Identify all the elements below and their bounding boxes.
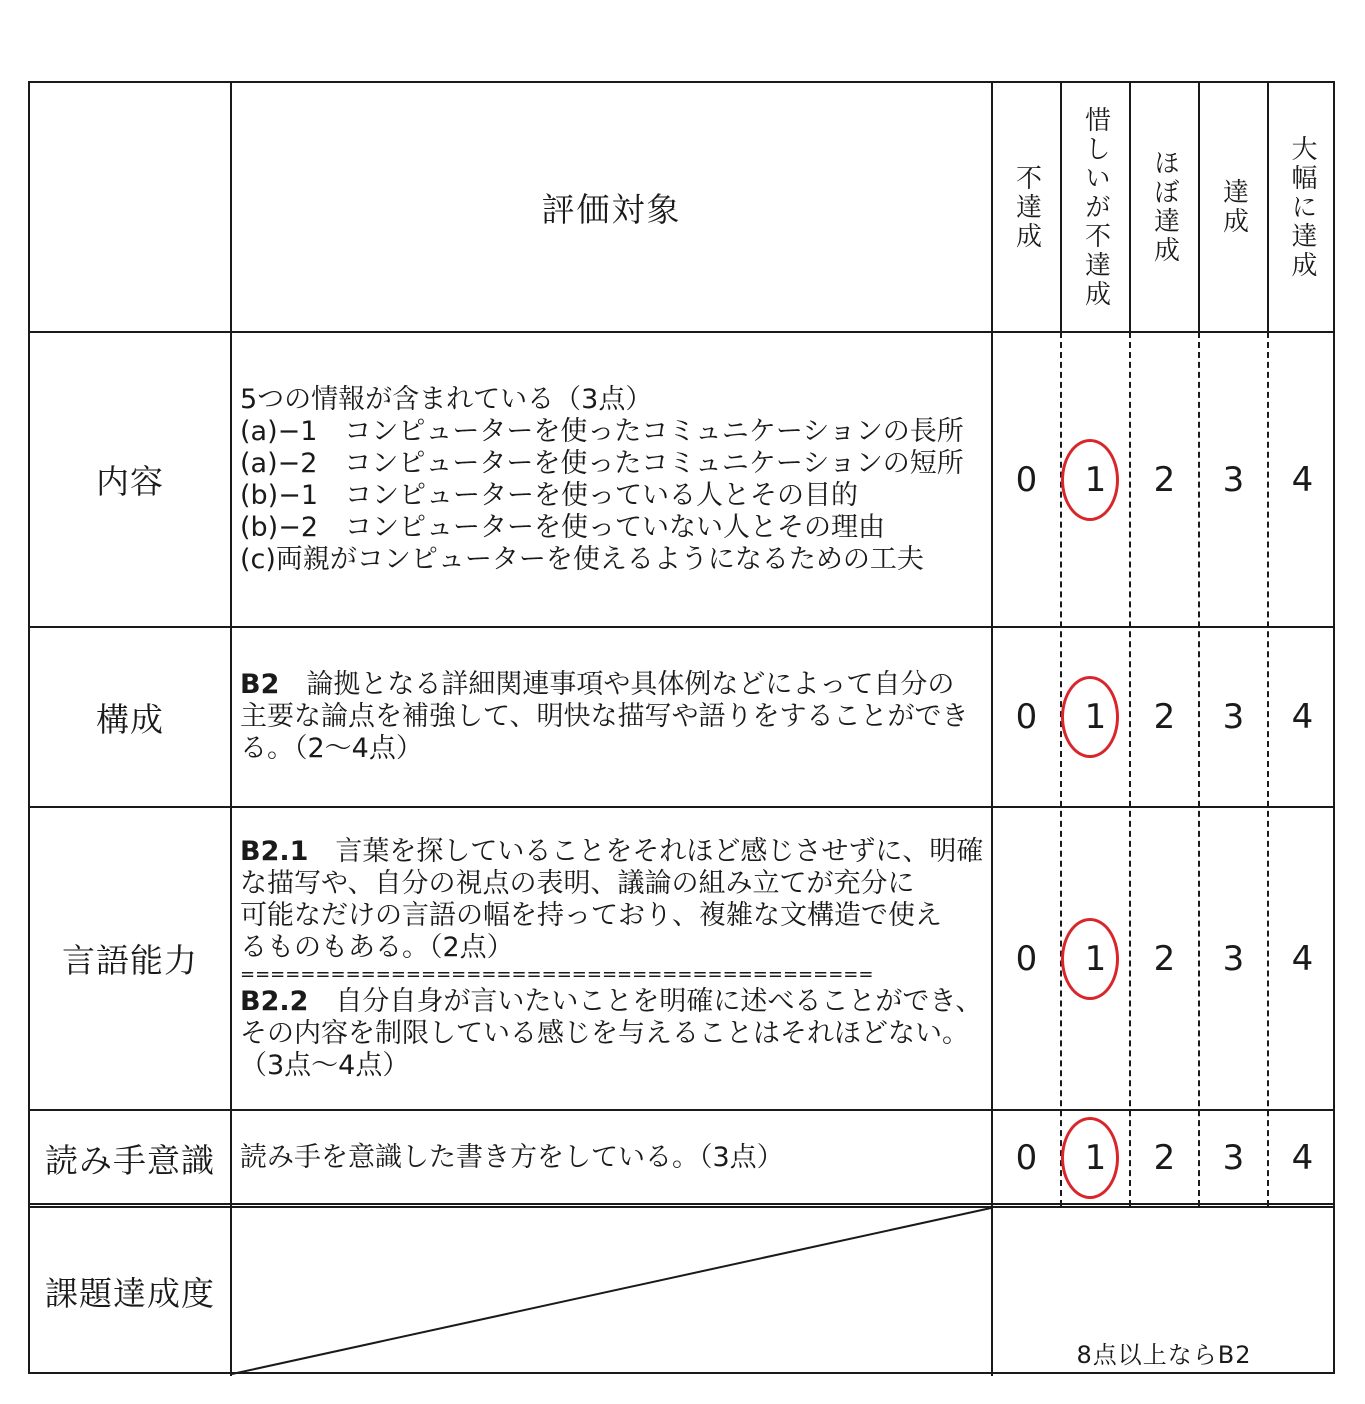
criteria-line: 主要な論点を補強して、明快な描写や語りをすることができ bbox=[240, 701, 969, 732]
score-cell: 0 bbox=[1015, 1138, 1038, 1178]
criteria-line: (b)−1 コンピューターを使っている人とその目的 bbox=[240, 479, 859, 511]
criteria-text: 自分自身が言いたいことを明確に述べることができ、 bbox=[335, 985, 983, 1017]
criteria-code: B2 bbox=[240, 669, 280, 700]
score-cell: 2 bbox=[1153, 697, 1176, 737]
score-cell: 1 bbox=[1084, 459, 1107, 500]
criteria-separator: ========================================== bbox=[240, 963, 874, 985]
score-cell: 4 bbox=[1291, 459, 1314, 500]
criteria-line: るものもある。（2点） bbox=[240, 931, 514, 963]
header-level-1 bbox=[1062, 83, 1129, 331]
header-level-3 bbox=[1200, 83, 1267, 331]
header-level-2 bbox=[1131, 83, 1198, 331]
score-cell: 1 bbox=[1084, 938, 1107, 979]
score-cell: 4 bbox=[1291, 1138, 1314, 1178]
criteria-line bbox=[240, 986, 983, 1018]
score-cell: 0 bbox=[1015, 938, 1038, 979]
row-label-language: 言語能力 bbox=[62, 941, 198, 980]
header-level-4-text: 大幅に達成 bbox=[1287, 134, 1317, 280]
header-level-0-text: 不達成 bbox=[1011, 163, 1042, 251]
criteria-code: B2.1 bbox=[240, 835, 309, 867]
criteria-line: 5つの情報が含まれている（3点） bbox=[240, 383, 653, 415]
row-label-content: 内容 bbox=[96, 462, 164, 501]
score-cell: 3 bbox=[1222, 697, 1245, 737]
header-level-4 bbox=[1269, 83, 1335, 331]
criteria-language bbox=[232, 808, 991, 1109]
score-cell: 4 bbox=[1291, 697, 1314, 737]
criteria-line: (b)−2 コンピューターを使っていない人とその理由 bbox=[240, 511, 886, 543]
score-cell: 2 bbox=[1153, 459, 1176, 500]
rubric-table bbox=[28, 81, 1335, 1374]
selected-score-circle bbox=[1061, 1117, 1119, 1199]
score-cell: 2 bbox=[1153, 938, 1176, 979]
row-label-reader: 読み手意識 bbox=[45, 1140, 215, 1180]
criteria-text: 論拠となる詳細関連事項や具体例などによって自分の bbox=[306, 669, 955, 700]
score-cell: 3 bbox=[1222, 1138, 1245, 1178]
score-cell: 0 bbox=[1015, 459, 1038, 500]
score-cell: 1 bbox=[1084, 1138, 1107, 1178]
score-cell: 1 bbox=[1084, 697, 1107, 737]
score-cell: 2 bbox=[1153, 1138, 1176, 1178]
header-level-2-text: ほぼ達成 bbox=[1149, 149, 1180, 265]
criteria-line bbox=[240, 669, 983, 701]
criteria-code: B2.2 bbox=[240, 985, 309, 1017]
score-cell: 3 bbox=[1222, 459, 1245, 500]
score-cell: 0 bbox=[1015, 697, 1038, 737]
criteria-line: その内容を制限している感じを与えることはそれほどない。 bbox=[240, 1017, 969, 1049]
criteria-line: 読み手を意識した書き方をしている。（3点） bbox=[240, 1142, 784, 1173]
criteria-line: (a)−2 コンピューターを使ったコミュニケーションの短所 bbox=[240, 447, 964, 479]
footer-label: 課題達成度 bbox=[45, 1273, 215, 1313]
criteria-line: る。（2〜4点） bbox=[240, 733, 423, 764]
criteria-line: (a)−1 コンピューターを使ったコミュニケーションの長所 bbox=[240, 415, 964, 447]
criteria-text: 言葉を探していることをそれほど感じさせずに、明確 bbox=[335, 835, 984, 867]
criteria-line: （3点〜4点） bbox=[240, 1049, 410, 1081]
criteria-structure bbox=[232, 628, 991, 806]
criteria-content bbox=[232, 333, 991, 626]
selected-score-circle bbox=[1061, 676, 1119, 758]
score-cell: 4 bbox=[1291, 938, 1314, 979]
selected-score-circle bbox=[1061, 439, 1119, 521]
header-title-text: 評価対象 bbox=[541, 189, 682, 229]
header-title bbox=[232, 83, 991, 331]
criteria-reader bbox=[232, 1111, 991, 1205]
criteria-line: な描写や、自分の視点の表明、議論の組み立てが充分に bbox=[240, 867, 915, 899]
footer-note: 8点以上ならB2 bbox=[1076, 1341, 1252, 1369]
footer-diagonal-line bbox=[232, 1208, 991, 1374]
score-cell: 3 bbox=[1222, 938, 1245, 979]
header-level-3-text: 達成 bbox=[1218, 178, 1249, 236]
criteria-line bbox=[240, 836, 983, 868]
criteria-line: 可能なだけの言語の幅を持っており、複雑な文構造で使え bbox=[240, 899, 942, 931]
criteria-line: (c)両親がコンピューターを使えるようになるための工夫 bbox=[240, 543, 924, 575]
selected-score-circle bbox=[1061, 918, 1119, 1000]
diagonal-stroke bbox=[232, 1208, 991, 1374]
header-level-1-text: 惜しいが不達成 bbox=[1080, 105, 1111, 309]
header-level-0 bbox=[993, 83, 1060, 331]
row-label-structure: 構成 bbox=[96, 699, 164, 739]
